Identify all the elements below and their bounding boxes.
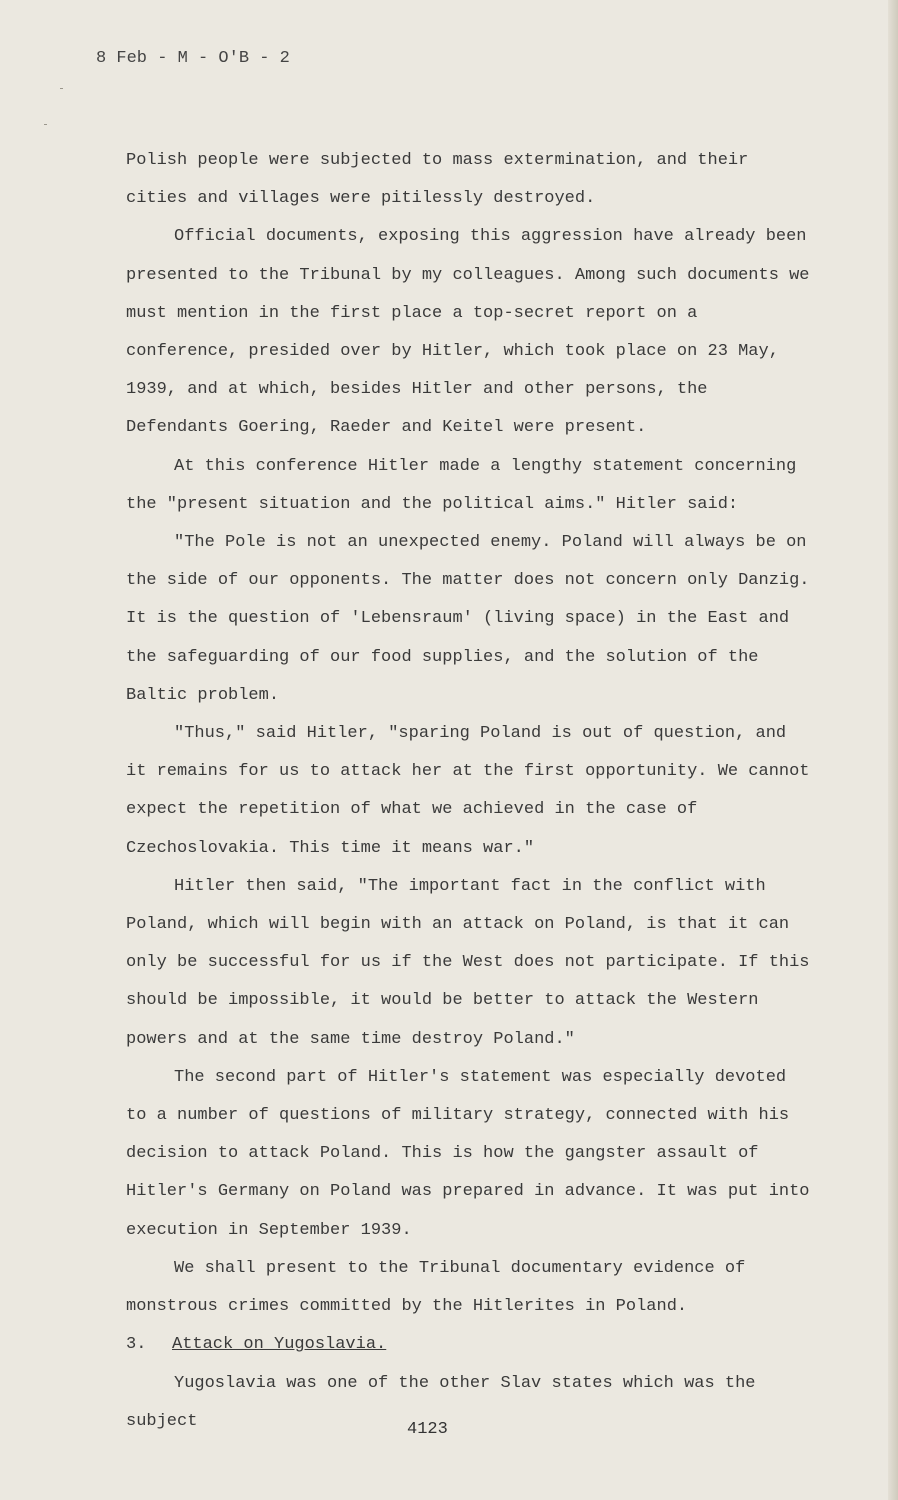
page-number: 4123	[407, 1420, 448, 1439]
paragraph: The second part of Hitler's statement was especially devoted to a number of questions of military strategy, connected with his decision to attack Poland. This is how the gangster assault of Hitler's Germany on Poland was prepared in advance. It was put into execution in September 1939.	[126, 1067, 810, 1240]
quote-paragraph: "Thus," said Hitler, "sparing Poland is out of question, and it remains for us to attack her at the first opportunity. We cannot expect the repetition of what we achieved in the case of Czechoslovakia. This time it means war."	[126, 724, 810, 858]
paragraph: Polish people were subjected to mass extermination, and their cities and villages were pitilessly destroyed.	[126, 151, 749, 209]
paper-speck	[44, 124, 47, 125]
paragraph: At this conference Hitler made a lengthy statement concerning the "present situation and the political aims." Hitler said:	[126, 456, 797, 514]
document-body	[126, 142, 816, 1441]
paragraph: Official documents, exposing this aggression have already been presented to the Tribunal by my colleagues. Among such documents we must mention in the first place a top-secret report on a conference, presided over by Hitler, which took place on 23 May, 1939, and at which, besides Hitler and other persons, the Defendants Goering, Raeder and Keitel were present.	[126, 227, 810, 438]
paper-edge	[888, 0, 898, 1500]
page-header: 8 Feb - M - O'B - 2	[96, 49, 290, 68]
section-heading	[126, 1326, 816, 1364]
paragraph: Yugoslavia was one of the other Slav states which was the subject	[126, 1373, 756, 1431]
paragraph: We shall present to the Tribunal documentary evidence of monstrous crimes committed by the Hitlerites in Poland.	[126, 1258, 746, 1317]
section-title: Attack on Yugoslavia.	[172, 1335, 387, 1355]
paragraph: Hitler then said, "The important fact in the conflict with Poland, which will begin with an attack on Poland, is that it can only be successful for us if the West does not participate. If this should be impossible, it would be better to attack the Western powers and at the same time destroy Poland."	[126, 876, 810, 1049]
paper-speck	[60, 88, 63, 89]
section-number: 3.	[126, 1335, 147, 1355]
quote-paragraph: "The Pole is not an unexpected enemy. Poland will always be on the side of our opponents. The matter does not concern only Danzig. It is the question of 'Lebensraum' (living space) in the East and the safeguarding of our food supplies, and the solution of the Baltic problem.	[126, 533, 810, 705]
